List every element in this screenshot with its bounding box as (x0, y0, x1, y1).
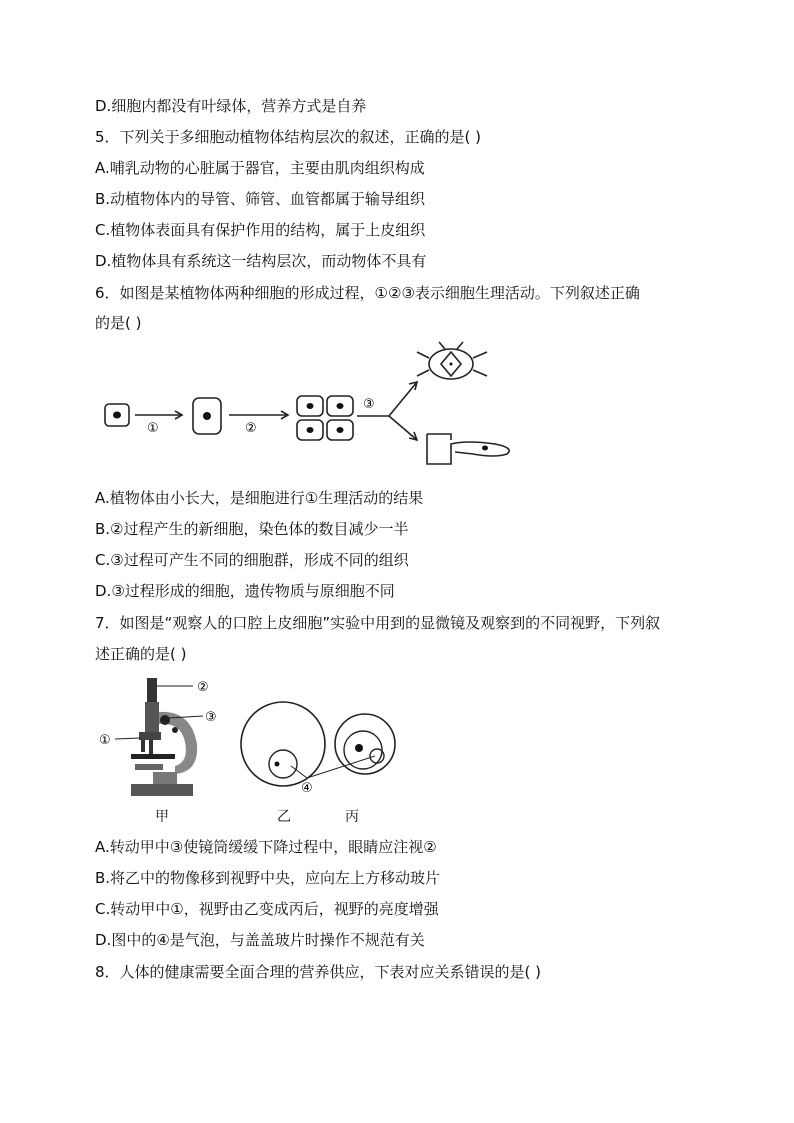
q8-stem: 8．人体的健康需要全面合理的营养供应，下表对应关系错误的是( ) (95, 963, 542, 981)
q7-label-2: ② (197, 680, 209, 695)
q7-microscope-figure (95, 672, 415, 807)
q7-caption-jia: 甲 (155, 809, 169, 825)
q7-stem-line1: 7．如图是“观察人的口腔上皮细胞”实验中用到的显微镜及观察到的不同视野，下列叙 (95, 614, 661, 632)
q4-option-d: D.细胞内都没有叶绿体，营养方式是自养 (95, 97, 367, 115)
q7-caption-yi: 乙 (277, 809, 291, 825)
q5-option-a: A.哺乳动物的心脏属于器官，主要由肌肉组织构成 (95, 159, 425, 177)
q7-option-b: B.将乙中的物像移到视野中央，应向左上方移动玻片 (95, 869, 441, 887)
q6-cell-division-figure (95, 340, 525, 475)
q6-option-b: B.②过程产生的新细胞，染色体的数目减少一半 (95, 520, 409, 538)
q7-caption-bing: 丙 (345, 809, 359, 825)
q6-stem-line2: 的是( ) (95, 314, 142, 332)
q6-option-d: D.③过程形成的细胞，遗传物质与原细胞不同 (95, 582, 395, 600)
q7-label-3: ③ (205, 710, 217, 725)
q6-option-a: A.植物体由小长大，是细胞进行①生理活动的结果 (95, 489, 424, 507)
q6-option-c: C.③过程可产生不同的细胞群，形成不同的组织 (95, 551, 409, 569)
q6-label-step1: ① (147, 421, 159, 436)
q6-stem-line1: 6．如图是某植物体两种细胞的形成过程，①②③表示细胞生理活动。下列叙述正确 (95, 284, 640, 302)
q7-label-1: ① (99, 733, 111, 748)
q5-stem: 5．下列关于多细胞动植物体结构层次的叙述，正确的是( ) (95, 128, 482, 146)
q6-label-step3: ③ (363, 397, 375, 412)
q7-option-a: A.转动甲中③使镜筒缓缓下降过程中，眼睛应注视② (95, 838, 437, 856)
q5-option-b: B.动植物体内的导管、筛管、血管都属于输导组织 (95, 190, 426, 208)
q5-option-c: C.植物体表面具有保护作用的结构，属于上皮组织 (95, 221, 426, 239)
q5-option-d: D.植物体具有系统这一结构层次，而动物体不具有 (95, 252, 427, 270)
q7-option-c: C.转动甲中①，视野由乙变成丙后，视野的亮度增强 (95, 900, 439, 918)
q7-stem-line2: 述正确的是( ) (95, 645, 187, 663)
q7-option-d: D.图中的④是气泡，与盖盖玻片时操作不规范有关 (95, 931, 425, 949)
q6-label-step2: ② (245, 421, 257, 436)
q7-label-4: ④ (301, 781, 313, 796)
